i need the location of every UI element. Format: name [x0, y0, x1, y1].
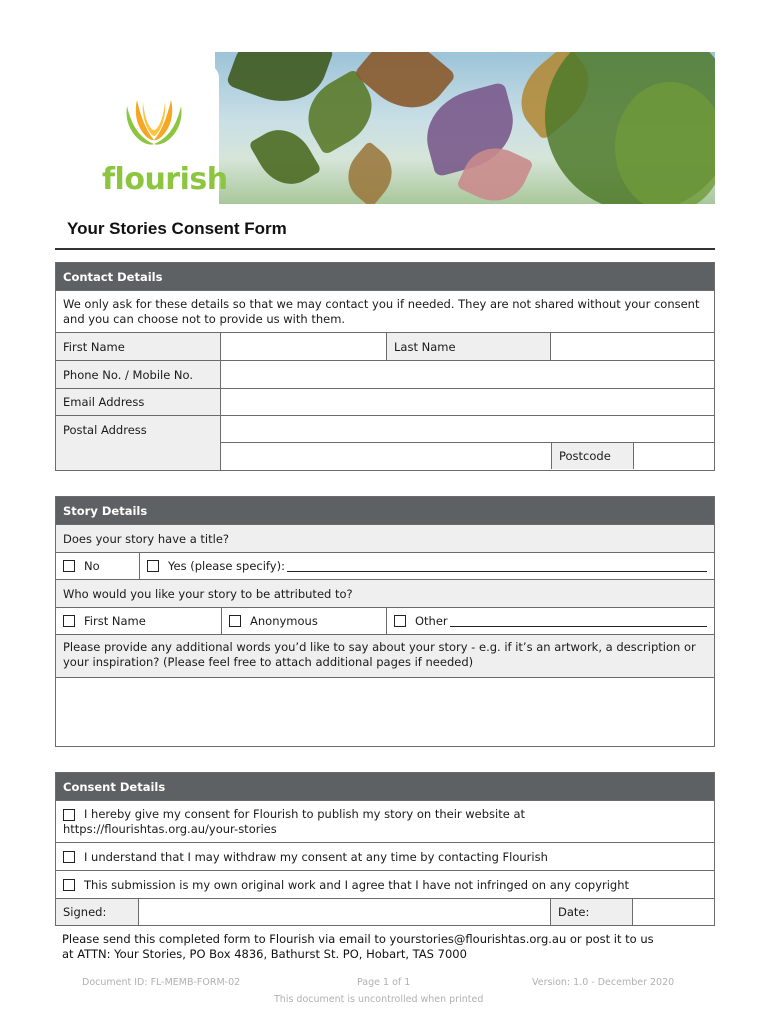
phone-field[interactable] — [220, 361, 714, 388]
option-anonymous-label: Anonymous — [250, 614, 318, 628]
logo-card — [69, 64, 228, 204]
postal-address-label: Postal Address — [56, 416, 220, 470]
title-specify-line[interactable] — [287, 560, 707, 572]
postal-address-field[interactable] — [221, 416, 714, 443]
consent-item-withdraw[interactable] — [56, 843, 714, 870]
header-banner — [55, 52, 715, 204]
page-title: Your Stories Consent Form — [67, 219, 287, 238]
submission-instructions — [62, 932, 712, 962]
checkbox-first-name[interactable] — [63, 615, 75, 627]
page-number: Page 1 of 1 — [357, 977, 411, 988]
consent-details-header: Consent Details — [56, 773, 714, 801]
uncontrolled-notice: This document is uncontrolled when printed — [274, 994, 484, 1005]
version-info: Version: 1.0 - December 2020 — [532, 977, 675, 988]
additional-words-field[interactable] — [56, 678, 714, 746]
last-name-field[interactable] — [550, 333, 714, 360]
consent-publish-text: I hereby give my consent for Flourish to publish my story on their website at — [84, 807, 526, 821]
postcode-label: Postcode — [551, 443, 633, 469]
checkbox-yes[interactable] — [147, 560, 159, 572]
title-divider — [55, 248, 715, 250]
checkbox-no[interactable] — [63, 560, 75, 572]
option-other[interactable] — [386, 608, 714, 634]
postcode-field[interactable] — [633, 443, 714, 469]
checkbox-publish-consent[interactable] — [63, 809, 75, 821]
option-no-label: No — [84, 559, 100, 573]
option-other-label: Other — [415, 614, 448, 628]
first-name-label: First Name — [56, 333, 220, 360]
option-yes-label: Yes (please specify): — [168, 559, 285, 573]
consent-item-original-work[interactable] — [56, 871, 714, 898]
last-name-label: Last Name — [386, 333, 550, 360]
first-name-field[interactable] — [220, 333, 386, 360]
checkbox-original-work[interactable] — [63, 879, 75, 891]
signed-label: Signed: — [56, 899, 138, 925]
additional-words-prompt: Please provide any additional words you’d like to say about your story - e.g. if it’s an artwork, a description or your inspiration? (Please feel free to attach additional pages if needed) — [56, 635, 714, 677]
phone-label: Phone No. / Mobile No. — [56, 361, 220, 388]
story-details-header: Story Details — [56, 497, 714, 525]
title-question: Does your story have a title? — [56, 525, 714, 552]
submission-line-1: Please send this completed form to Flourish via email to yourstories@flourishtas.org.au or post it to us — [62, 932, 654, 946]
option-yes[interactable] — [139, 553, 714, 579]
submission-line-2: at ATTN: Your Stories, PO Box 4836, Bathurst St. PO, Hobart, TAS 7000 — [62, 947, 467, 961]
story-details-section — [55, 496, 715, 747]
consent-publish-url: https://flourishtas.org.au/your-stories — [63, 822, 277, 836]
contact-details-header: Contact Details — [56, 263, 714, 291]
consent-details-section — [55, 772, 715, 926]
attribution-question: Who would you like your story to be attributed to? — [56, 580, 714, 607]
document-id: Document ID: FL-MEMB-FORM-02 — [82, 977, 241, 988]
option-no[interactable] — [56, 553, 139, 579]
option-first-name[interactable] — [56, 608, 221, 634]
email-field[interactable] — [220, 389, 714, 415]
postal-address-field-line2[interactable] — [221, 443, 551, 469]
consent-original-work-text: This submission is my own original work and I agree that I have not infringed on any copyright — [84, 877, 630, 892]
option-anonymous[interactable] — [221, 608, 386, 634]
checkbox-withdraw[interactable] — [63, 851, 75, 863]
logo-wordmark: flourish — [102, 162, 228, 197]
flourish-logo-icon — [119, 92, 189, 152]
other-specify-line[interactable] — [450, 615, 707, 627]
contact-intro: We only ask for these details so that we may contact you if needed. They are not shared without your consent and you can choose not to provide us with them. — [56, 291, 714, 332]
contact-details-section — [55, 262, 715, 471]
signature-field[interactable] — [138, 899, 550, 925]
leaves-photo — [215, 52, 715, 204]
consent-item-publish[interactable] — [56, 801, 714, 842]
checkbox-other[interactable] — [394, 615, 406, 627]
date-label: Date: — [550, 899, 632, 925]
email-label: Email Address — [56, 389, 220, 415]
checkbox-anonymous[interactable] — [229, 615, 241, 627]
date-field[interactable] — [632, 899, 714, 925]
option-first-name-label: First Name — [84, 614, 146, 628]
consent-withdraw-text: I understand that I may withdraw my consent at any time by contacting Flourish — [84, 849, 548, 864]
